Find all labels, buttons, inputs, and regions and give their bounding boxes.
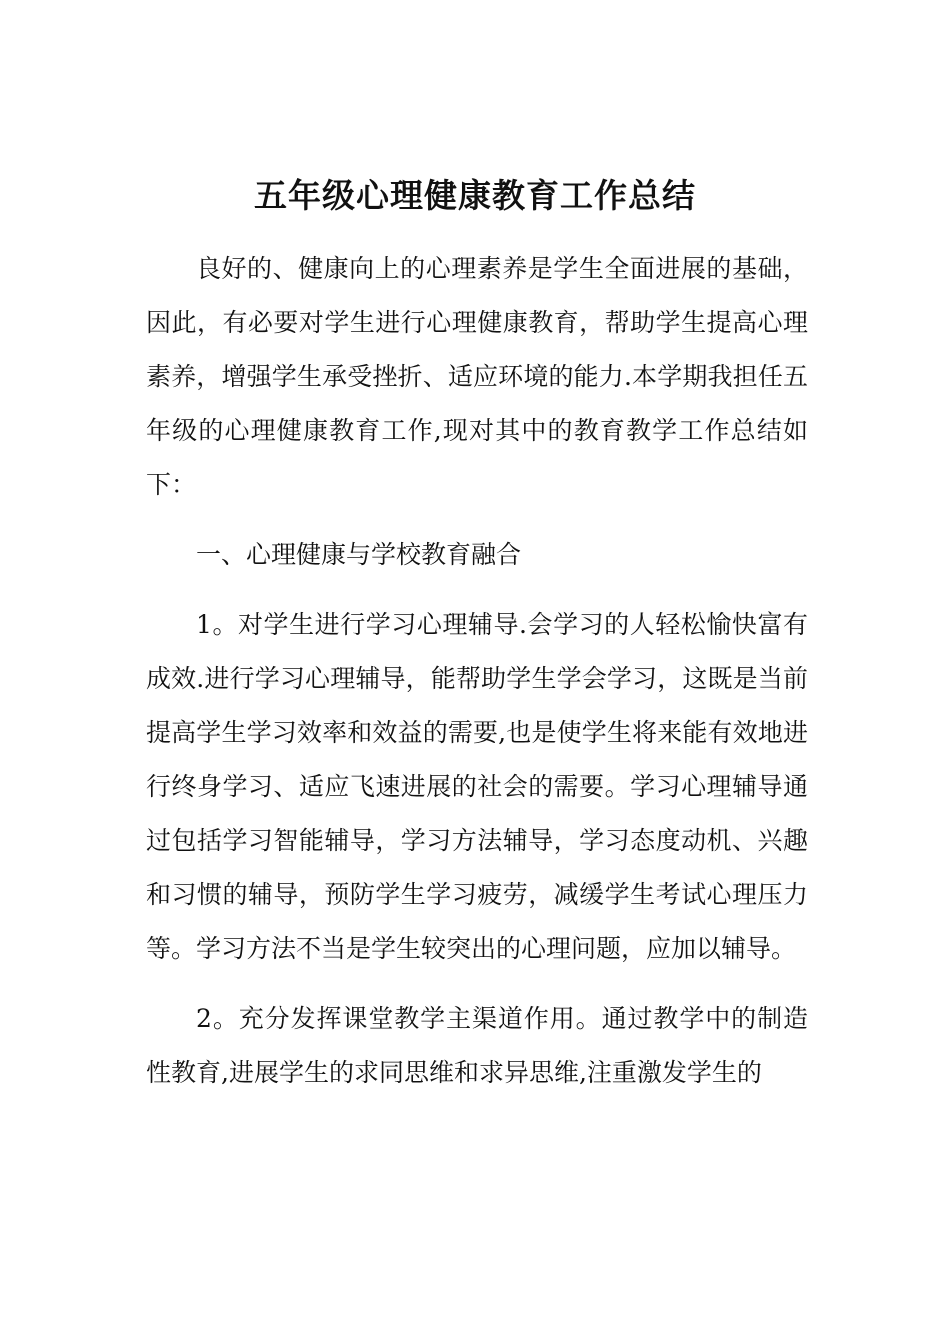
paragraph-item-2: 2。充分发挥课堂教学主渠道作用。通过教学中的制造性教育,进展学生的求同思维和求异思维,注重激发学生的 — [146, 1004, 808, 1087]
document-title: 五年级心理健康教育工作总结 — [254, 176, 696, 215]
section-heading-1: 一、心理健康与学校教育融合 — [196, 540, 522, 569]
paragraph-intro: 良好的、健康向上的心理素养是学生全面进展的基础，因此，有必要对学生进行心理健康教育，帮助学生提高心理素养，增强学生承受挫折、适应环境的能力.本学期我担任五年级的心理健康教育工作,现对其中的教育教学工作总结如下： — [146, 254, 808, 499]
paragraph-item-1: 1。对学生进行学习心理辅导.会学习的人轻松愉快富有成效.进行学习心理辅导，能帮助学生学会学习，这既是当前提高学生学习效率和效益的需要,也是使学生将来能有效地进行终身学习、适应飞速进展的社会的需要。学习心理辅导通过包括学习智能辅导，学习方法辅导，学习态度动机、兴趣和习惯的辅导，预防学生学习疲劳，减缓学生考试心理压力等。学习方法不当是学生较突出的心理问题，应加以辅导。 — [146, 610, 808, 963]
document-body — [146, 242, 808, 1100]
